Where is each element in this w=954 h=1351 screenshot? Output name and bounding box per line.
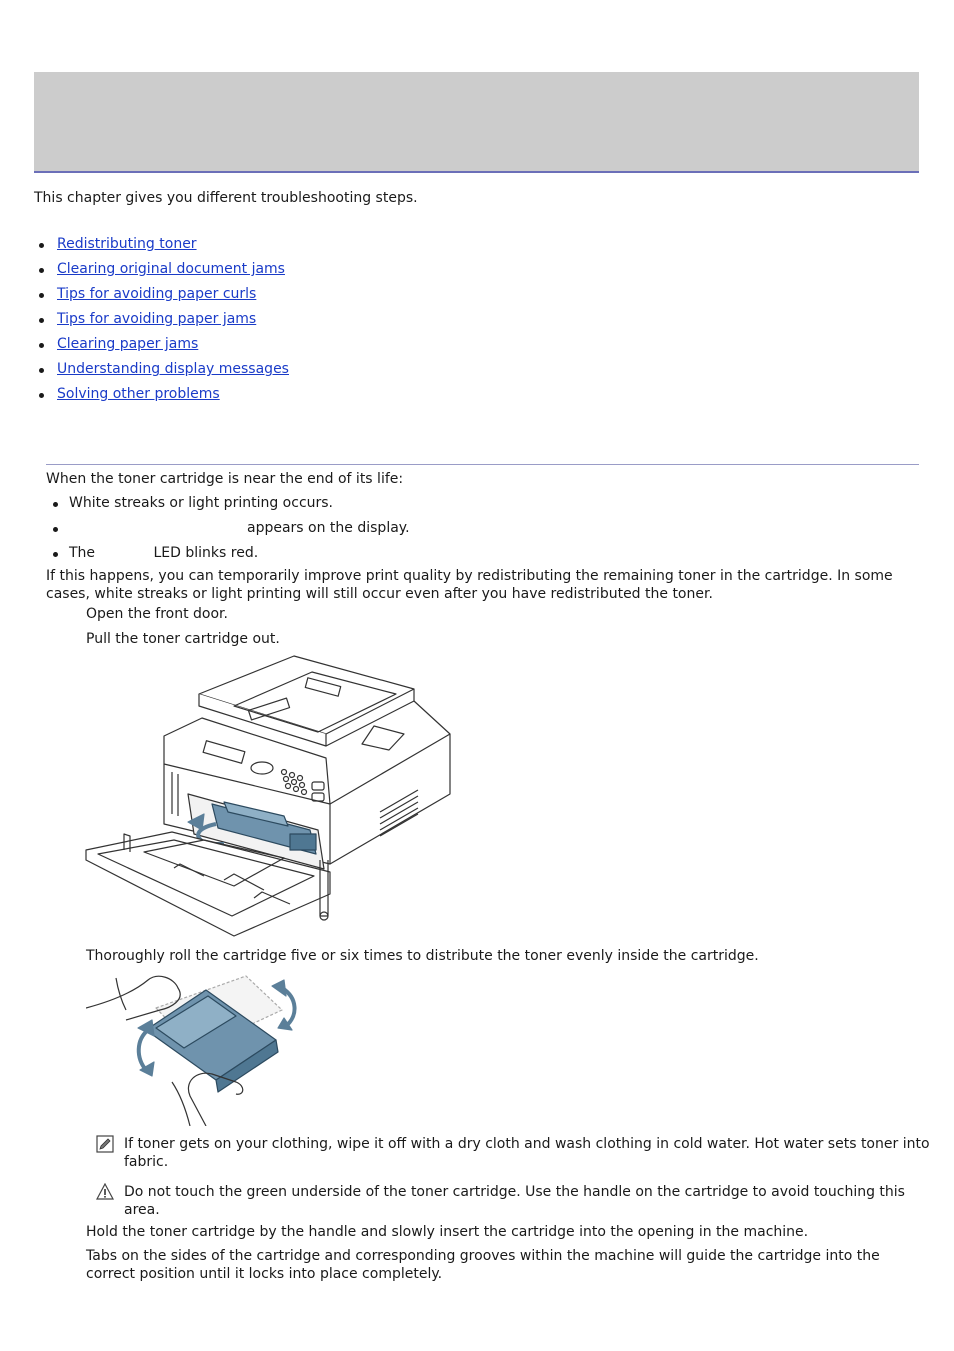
step-roll-cartridge: Thoroughly roll the cartridge five or six times to distribute the toner evenly inside the cartridge. bbox=[86, 948, 759, 964]
toc-item bbox=[34, 236, 289, 261]
section-lead: When the toner cartridge is near the end of its life: bbox=[46, 471, 404, 487]
symptom-item bbox=[46, 495, 410, 520]
chapter-header-banner bbox=[34, 72, 919, 173]
toc-link-clearing-paper-jams[interactable]: Clearing paper jams bbox=[57, 336, 199, 352]
toc-item bbox=[34, 286, 289, 311]
symptom-text: LED blinks red. bbox=[153, 545, 259, 561]
toc-link-redistributing-toner[interactable]: Redistributing toner bbox=[57, 236, 197, 252]
toc-item bbox=[34, 361, 289, 386]
toc-item bbox=[34, 261, 289, 286]
note-pencil-icon bbox=[96, 1135, 114, 1153]
step-open-front-door: Open the front door. bbox=[86, 606, 228, 622]
step-pull-cartridge: Pull the toner cartridge out. bbox=[86, 631, 280, 647]
printer-front-door-open-illustration bbox=[84, 654, 454, 942]
caution-text: Do not touch the green underside of the toner cartridge. Use the handle on the cartridge to avoid touching this area. bbox=[124, 1184, 905, 1218]
toc-item bbox=[34, 311, 289, 336]
section-divider bbox=[46, 464, 919, 465]
symptom-list bbox=[46, 495, 410, 570]
redistribute-explanation: If this happens, you can temporarily improve print quality by redistributing the remaining toner in the cartridge. In some cases, white streaks or light printing will still occur even after you have redistributed the toner. bbox=[46, 568, 893, 602]
step-tabs-guide: Tabs on the sides of the cartridge and corresponding grooves within the machine will guide the cartridge into the correct position until it locks into place completely. bbox=[86, 1248, 880, 1282]
toc-link-display-messages[interactable]: Understanding display messages bbox=[57, 361, 289, 377]
toc-link-paper-curls[interactable]: Tips for avoiding paper curls bbox=[57, 286, 257, 302]
symptom-item bbox=[46, 520, 410, 545]
caution-block bbox=[96, 1183, 934, 1223]
symptom-text: White streaks or light printing occurs. bbox=[69, 495, 334, 511]
toc-link-other-problems[interactable]: Solving other problems bbox=[57, 386, 220, 402]
toc-item bbox=[34, 336, 289, 361]
step-insert-cartridge: Hold the toner cartridge by the handle and slowly insert the cartridge into the opening in the machine. bbox=[86, 1224, 809, 1240]
chapter-intro: This chapter gives you different troubleshooting steps. bbox=[34, 190, 418, 206]
symptom-text: The bbox=[69, 545, 96, 561]
toc-item bbox=[34, 386, 289, 411]
toc-link-clearing-original-document-jams[interactable]: Clearing original document jams bbox=[57, 261, 285, 277]
roll-cartridge-illustration bbox=[86, 970, 306, 1126]
note-text: If toner gets on your clothing, wipe it off with a dry cloth and wash clothing in cold water. Hot water sets toner into fabric. bbox=[124, 1136, 930, 1170]
symptom-text: appears on the display. bbox=[247, 520, 410, 536]
caution-warning-icon bbox=[96, 1183, 114, 1201]
toc-link-avoiding-paper-jams[interactable]: Tips for avoiding paper jams bbox=[57, 311, 257, 327]
note-block bbox=[96, 1135, 934, 1175]
table-of-contents bbox=[34, 236, 289, 411]
